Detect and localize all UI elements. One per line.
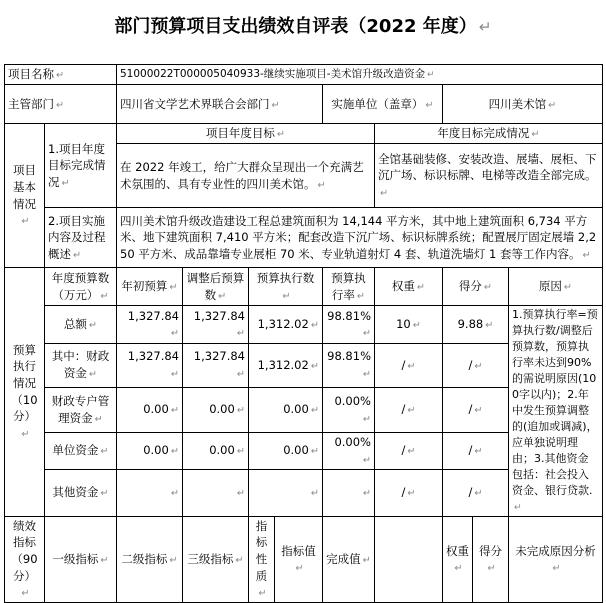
executed-cell: ↵ — [249, 469, 323, 516]
rate-cell: ↵ — [323, 469, 375, 516]
row-label: 总额 ↵ — [45, 306, 117, 343]
perf-empty-cell — [375, 516, 443, 603]
done-header: 完成值 ↵ — [323, 516, 375, 603]
perf-label: 绩效指标（90分）↵ — [5, 516, 45, 603]
weight-cell: / ↵ — [375, 343, 443, 388]
initial-cell: 0.00 ↵ — [117, 432, 183, 469]
project-name-value: 51000022T000005040933-继续实施项目-美术馆升级改造资金 ↵ — [117, 65, 603, 85]
value-header: 指标值↵ — [275, 516, 323, 603]
exec-label: 预算执行情况（10分）↵ — [5, 268, 45, 516]
dept-label: 主管部门 ↵ — [5, 85, 117, 124]
rate-cell: 0.00%↵ — [323, 388, 375, 433]
executed-cell: 0.00 ↵ — [249, 388, 323, 433]
unit-value: 四川美术馆 ↵ — [443, 85, 603, 124]
reason-header: 原因 ↵ — [509, 268, 603, 306]
rate-cell: 0.00%↵ — [323, 432, 375, 469]
impl-text: 四川美术馆升级改造建设工程总建筑面积为 14,144 平方米，其中地上建筑面积 6,734 平方米、地下建筑面积 7,410 平方米；配套改造下沉广场、标识标牌系统；配置展厅固定展墙 2,250 平方米、成品靠墙专业展柜 70 米、专业轨道射灯 4 套、轨道洗墙灯 1 套等工作内容。 ↵ — [117, 208, 603, 268]
score-cell: / ↵ — [443, 432, 509, 469]
perf-score-header: 得分↵ — [473, 516, 509, 603]
adjusted-cell: 0.00 ↵ — [183, 388, 249, 433]
executed-cell: 1,312.02 ↵ — [249, 306, 323, 343]
perf-reason-header: 未完成原因分析↵ — [509, 516, 603, 603]
adjusted-cell: 1,327.84↵ — [183, 343, 249, 388]
goal-header: 项目年度目标 ↵ — [117, 124, 375, 144]
score-header: 得分 ↵ — [443, 268, 509, 306]
goal-label: 1.项目年度目标完成情况 ↵ — [45, 124, 117, 208]
row-label: 其他资金 ↵ — [45, 469, 117, 516]
score-cell: / ↵ — [443, 343, 509, 388]
nature-header: 指标性质↵ — [249, 516, 275, 603]
level2-header: 二级指标 ↵ — [117, 516, 183, 603]
self-evaluation-table — [4, 64, 603, 603]
budget-row — [5, 306, 603, 343]
score-cell: / ↵ — [443, 469, 509, 516]
perf-weight-header: 权重↵ — [443, 516, 473, 603]
rate-header: 预算执行率 ↵ — [323, 268, 375, 306]
budget-amount-header: 年度预算数（万元） ↵ — [45, 268, 117, 306]
basic-info-label: 项目基本情况↵ — [5, 124, 45, 268]
adjusted-cell: 0.00 ↵ — [183, 432, 249, 469]
level1-header: 一级指标 ↵ — [45, 516, 117, 603]
row-label: 其中：财政资金 ↵ — [45, 343, 117, 388]
dept-value: 四川省文学艺术界联合会部门 ↵ — [117, 85, 323, 124]
executed-cell: 0.00 ↵ — [249, 432, 323, 469]
row-label: 单位资金 ↵ — [45, 432, 117, 469]
adjusted-cell: 1,327.84↵ — [183, 306, 249, 343]
adjusted-header: 调整后预算数 ↵ — [183, 268, 249, 306]
initial-header: 年初预算 ↵ — [117, 268, 183, 306]
initial-cell: 1,327.84↵ — [117, 306, 183, 343]
score-cell: 9.88 ↵ — [443, 306, 509, 343]
rate-cell: 98.81%↵ — [323, 343, 375, 388]
initial-cell: 0.00 ↵ — [117, 388, 183, 433]
initial-cell: ↵ — [117, 469, 183, 516]
goal-done-header: 年度目标完成情况 ↵ — [375, 124, 603, 144]
initial-cell: 1,327.84↵ — [117, 343, 183, 388]
impl-label: 2.项目实施内容及过程概述 ↵ — [45, 208, 117, 268]
score-cell: / ↵ — [443, 388, 509, 433]
goal-text: 在 2022 年竣工，给广大群众呈现出一个充满艺术氛围的、具有专业性的四川美术馆。 ↵ — [117, 144, 375, 208]
reason-text: 1.预算执行率=预算执行数/调整后预算数，预算执行率未达到90%的需说明原因(100字以内)；2.年中发生预算调整的(追加或调减)，应单独说明理由；3.其他资金包括：社会投入资金、银行贷款.↵ — [509, 306, 603, 516]
goal-done-text: 全馆基础装修、安装改造、展墙、展柜、下沉广场、标识标牌、电梯等改造全部完成。↵ — [375, 144, 603, 208]
page-title: 部门预算项目支出绩效自评表（2022 年度） ↵ — [114, 16, 492, 37]
executed-cell: 1,312.02 ↵ — [249, 343, 323, 388]
rate-cell: 98.81%↵ — [323, 306, 375, 343]
weight-cell: 10 ↵ — [375, 306, 443, 343]
weight-cell: / ↵ — [375, 469, 443, 516]
level3-header: 三级指标 ↵ — [183, 516, 249, 603]
return-mark-icon: ↵ — [478, 18, 492, 36]
row-label: 财政专户管理资金 ↵ — [45, 388, 117, 433]
adjusted-cell: ↵ — [183, 469, 249, 516]
unit-label: 实施单位（盖章） ↵ — [323, 85, 443, 124]
weight-cell: / ↵ — [375, 388, 443, 433]
weight-header: 权重 ↵ — [375, 268, 443, 306]
weight-cell: / ↵ — [375, 432, 443, 469]
project-name-label: 项目名称 ↵ — [5, 65, 117, 85]
executed-header: 预算执行数↵ — [249, 268, 323, 306]
